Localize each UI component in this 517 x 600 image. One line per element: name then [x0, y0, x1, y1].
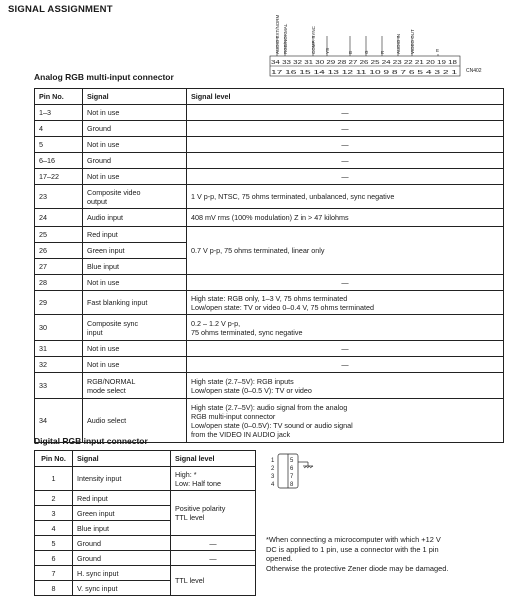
analog-header-level: Signal level: [187, 89, 504, 105]
table-cell: H. sync input: [73, 566, 171, 581]
table-cell: 1: [35, 467, 73, 491]
connector-label-rgb-normal: RGB/NORMAL: [283, 23, 288, 54]
connector-label-comp-sync: COMP. SYNC: [311, 26, 316, 54]
table-row: [35, 185, 504, 209]
digital-connector-diagram: [268, 452, 324, 492]
digital-section-heading: Digital RGB input connector: [34, 436, 148, 446]
table-cell: Not in use: [83, 137, 187, 153]
table-row: [35, 121, 504, 137]
table-row: [35, 357, 504, 373]
table-cell: Blue input: [83, 259, 187, 275]
table-cell: High state (2.7–5V): audio signal from the analog RGB multi-input connector Low/open state (0–0.5V): TV sound or audio signal from the VIDEO IN AUDIO jack: [187, 399, 504, 443]
analog-header-pin: Pin No.: [35, 89, 83, 105]
table-cell: —: [187, 169, 504, 185]
table-row: [35, 291, 504, 315]
analog-section-heading: Analog RGB multi-input connector: [34, 72, 174, 82]
table-cell: 6–16: [35, 153, 83, 169]
table-cell: 8: [35, 581, 73, 596]
table-cell: Composite sync input: [83, 315, 187, 341]
digital-pin-4: 4: [271, 482, 275, 488]
table-row: [35, 105, 504, 121]
zener-warning-note: *When connecting a microcomputer with which +12 V DC is applied to 1 pin, use a connector with the 1 pin opened. Otherwise the protective Zener diode may be damaged.: [266, 535, 449, 573]
table-cell: —: [171, 536, 256, 551]
table-row: [35, 566, 256, 581]
table-cell: 31: [35, 341, 83, 357]
table-row: [35, 275, 504, 291]
table-cell: —: [171, 551, 256, 566]
digital-pin-2: 2: [271, 466, 275, 472]
table-cell: 32: [35, 357, 83, 373]
table-cell: —: [187, 105, 504, 121]
table-cell: 2: [35, 491, 73, 506]
table-row: [35, 341, 504, 357]
table-row: [35, 315, 504, 341]
table-row: [35, 209, 504, 227]
table-cell: Red input: [83, 227, 187, 243]
table-cell: Green input: [73, 506, 171, 521]
table-cell: High state: RGB only, 1–3 V, 75 ohms terminated Low/open state: TV or video 0–0.4 V, 75 ohms terminated: [187, 291, 504, 315]
table-cell: 4: [35, 121, 83, 137]
table-cell: 26: [35, 243, 83, 259]
table-cell: Green input: [83, 243, 187, 259]
table-cell: —: [187, 121, 504, 137]
table-cell: 0.7 V p-p, 75 ohms terminated, linear only: [187, 227, 504, 275]
table-row: [35, 551, 256, 566]
table-cell: 408 mV rms (100% modulation) Z in > 47 kilohms: [187, 209, 504, 227]
connector-label-audio-in: AUDIO IN: [396, 33, 401, 54]
table-cell: 28: [35, 275, 83, 291]
table-cell: Ground: [83, 121, 187, 137]
table-cell: 29: [35, 291, 83, 315]
table-cell: Not in use: [83, 275, 187, 291]
table-cell: 17–22: [35, 169, 83, 185]
table-cell: 7: [35, 566, 73, 581]
digital-header-signal: Signal: [73, 451, 171, 467]
connector-label-video-out: VIDEO OUT: [410, 29, 415, 54]
table-cell: —: [187, 137, 504, 153]
table-cell: TTL level: [171, 566, 256, 596]
digital-header-pin: Pin No.: [35, 451, 73, 467]
table-row: [35, 153, 504, 169]
table-cell: Composite video output: [83, 185, 187, 209]
table-cell: Ground: [73, 536, 171, 551]
digital-header-level: Signal level: [171, 451, 256, 467]
table-cell: 5: [35, 536, 73, 551]
table-cell: Red input: [73, 491, 171, 506]
digital-pin-table: [34, 450, 256, 596]
connector-bottom-row-numbers: 17 16 15 14 13 12 11 10 9 8 7 6 5 4 3 2 1: [271, 70, 458, 76]
table-row: [35, 169, 504, 185]
digital-pin-6: 6: [290, 466, 294, 472]
digital-pin-3: 3: [271, 474, 275, 480]
table-cell: 1 V p-p, NTSC, 75 ohms terminated, unbalanced, sync negative: [187, 185, 504, 209]
table-cell: 3: [35, 506, 73, 521]
table-cell: —: [187, 357, 504, 373]
table-cell: 33: [35, 373, 83, 399]
table-cell: 1–3: [35, 105, 83, 121]
table-cell: Audio select: [83, 399, 187, 443]
table-cell: 5: [35, 137, 83, 153]
table-cell: 4: [35, 521, 73, 536]
table-cell: High: * Low: Half tone: [171, 467, 256, 491]
connector-label-b: B: [348, 50, 353, 54]
table-cell: Intensity input: [73, 467, 171, 491]
table-cell: 23: [35, 185, 83, 209]
table-cell: 30: [35, 315, 83, 341]
connector-ground-label: E: [436, 48, 440, 53]
table-cell: —: [187, 341, 504, 357]
connector-top-row-numbers: 34 33 32 31 30 29 28 27 26 25 24 23 22 21 20 19 18: [271, 60, 458, 66]
table-cell: Not in use: [83, 341, 187, 357]
table-cell: Fast blanking input: [83, 291, 187, 315]
table-cell: 27: [35, 259, 83, 275]
table-row: [35, 491, 256, 506]
table-cell: Blue input: [73, 521, 171, 536]
connector-label-r: R: [380, 50, 385, 54]
table-cell: 24: [35, 209, 83, 227]
table-cell: 0.2 – 1.2 V p-p, 75 ohms terminated, sync negative: [187, 315, 504, 341]
table-cell: RGB/NORMAL mode select: [83, 373, 187, 399]
analog-pin-table: [34, 88, 504, 443]
table-cell: —: [187, 275, 504, 291]
table-cell: V. sync input: [73, 581, 171, 596]
table-cell: 6: [35, 551, 73, 566]
digital-pin-7: 7: [290, 474, 294, 480]
table-row: [35, 227, 504, 243]
analog-connector-diagram: [268, 6, 508, 82]
table-cell: Ground: [73, 551, 171, 566]
analog-header-signal: Signal: [83, 89, 187, 105]
table-cell: 25: [35, 227, 83, 243]
table-row: [35, 536, 256, 551]
table-cell: High state (2.7–5V): RGB inputs Low/open state (0–0.5 V): TV or video: [187, 373, 504, 399]
table-cell: Positive polarity TTL level: [171, 491, 256, 536]
connector-label-audio-ext-norm: AUDIO EXT/NORM: [275, 14, 280, 54]
page-title: SIGNAL ASSIGNMENT: [8, 4, 113, 15]
table-cell: Audio input: [83, 209, 187, 227]
table-row: [35, 137, 504, 153]
table-cell: Not in use: [83, 105, 187, 121]
table-cell: Ground: [83, 153, 187, 169]
table-cell: 34: [35, 399, 83, 443]
table-cell: Not in use: [83, 357, 187, 373]
table-row: [35, 467, 256, 491]
table-cell: —: [187, 153, 504, 169]
connector-label-g: G: [364, 50, 369, 54]
table-cell: Not in use: [83, 169, 187, 185]
connector-label-ys: YS: [325, 47, 330, 54]
digital-pin-5: 5: [290, 458, 294, 464]
digital-pin-1: 1: [271, 458, 275, 464]
digital-pin-8: 8: [290, 482, 294, 488]
table-row: [35, 373, 504, 399]
connector-id-label: CN402: [466, 68, 482, 74]
